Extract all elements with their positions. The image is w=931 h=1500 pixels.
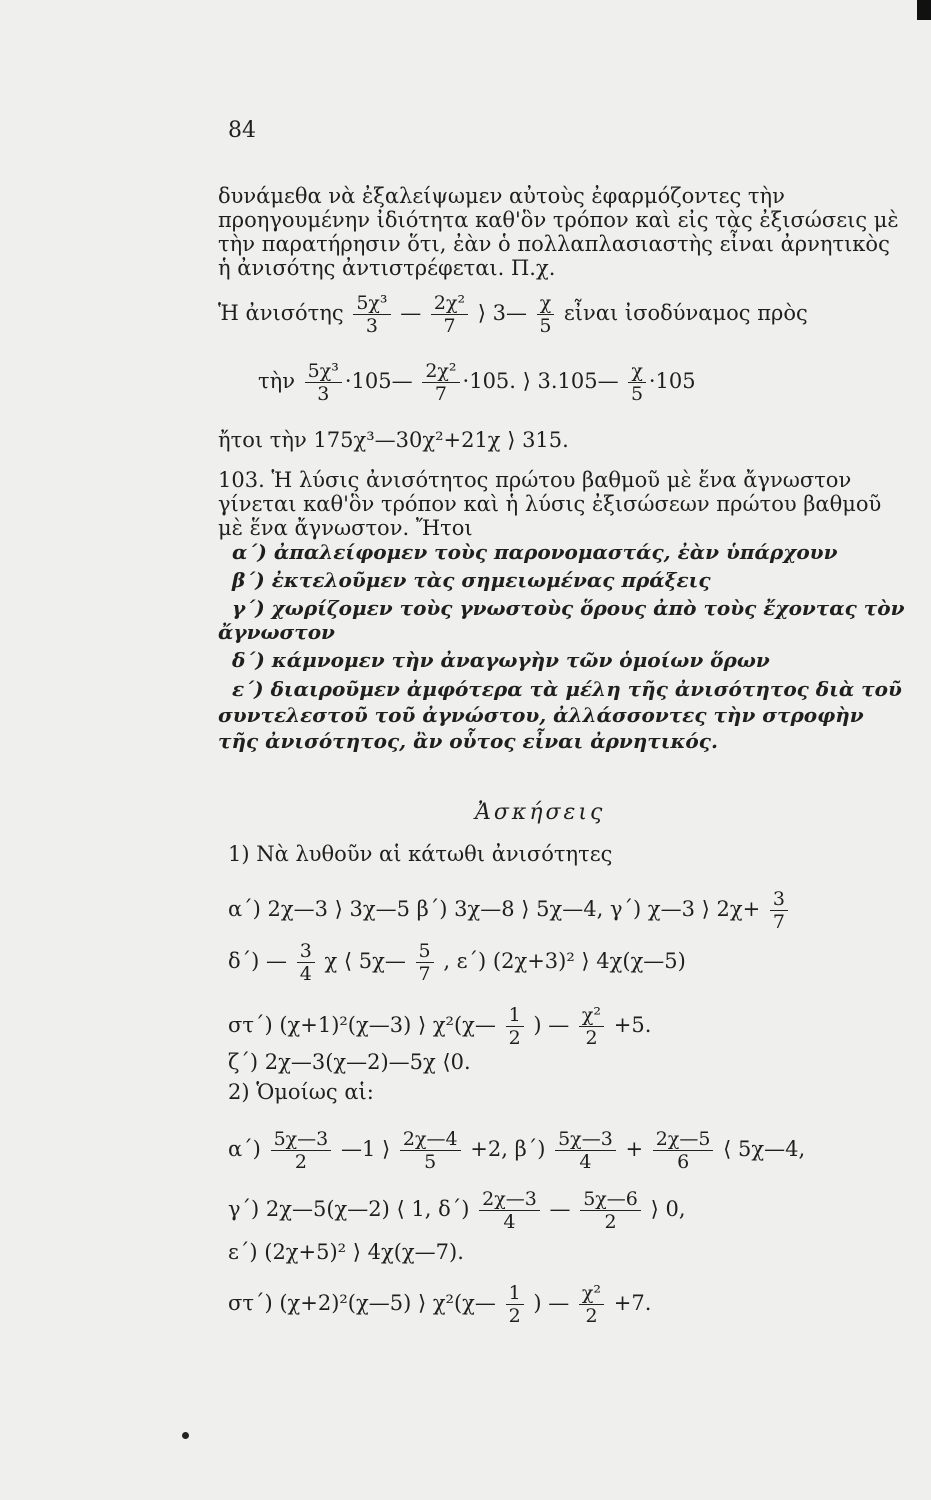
example-line-1: Ἡ ἀνισότης $\frac{\text{5χ³}}{3}$ — $\frac{\text{2χ²}}{7}$ ⟩ 3— $\frac{\chi}{5}$ εἶναι ἰσοδύναμος πρὸς xyxy=(218,292,808,337)
ex2-row-1b: —1 ⟩ xyxy=(340,1137,391,1161)
ex2-row-1e: ⟨ 5χ—4, xyxy=(723,1137,806,1161)
ex2-intro: 2) Ὁμοίως αἱ: xyxy=(228,1080,374,1104)
ex1-intro: 1) Νὰ λυθοῦν αἱ κάτωθι ἀνισότητες xyxy=(228,842,613,866)
ex1-row-2: δ΄) — $\frac{3}{4}$ χ ⟨ 5χ— $\frac{5}{7}$ , ε΄) (2χ+3)² ⟩ 4χ(χ—5) xyxy=(228,940,686,985)
ex1-row-2a: δ΄) — xyxy=(228,949,288,973)
ex2-row-2: γ΄) 2χ—5(χ—2) ⟨ 1, δ΄) $\frac{2\chi—3}{4}$ — $\frac{5\chi—6}{2}$ ⟩ 0, xyxy=(228,1188,686,1233)
ex2-row-1a: α΄) xyxy=(228,1137,261,1161)
example-l1-suffix: εἶναι ἰσοδύναμος πρὸς xyxy=(563,301,808,325)
step-d: δ΄) κάμνομεν τὴν ἀναγωγὴν τῶν ὁμοίων ὅρων xyxy=(232,648,770,672)
ex1-row-3a: στ΄) (χ+1)²(χ—3) ⟩ χ²(χ— xyxy=(228,1013,496,1037)
example-l2-prefix: τὴν xyxy=(258,369,295,393)
ex2-row-3: ε΄) (2χ+5)² ⟩ 4χ(χ—7). xyxy=(228,1240,464,1264)
page-number: 84 xyxy=(228,118,256,143)
ex1-row-3: στ΄) (χ+1)²(χ—3) ⟩ χ²(χ— $\frac{1}{2}$ ) — $\frac{\text{χ²}}{2}$ +5. xyxy=(228,1004,652,1049)
step-c: γ΄) χωρίζομεν τοὺς γνωστοὺς ὅρους ἀπὸ τοὺς ἔχοντας τὸν ἄγνωστον xyxy=(218,596,905,644)
ex1-row-4: ζ΄) 2χ—3(χ—2)—5χ ⟨0. xyxy=(228,1050,471,1074)
intro-paragraph: δυνάμεθα νὰ ἐξαλείψωμεν αὐτοὺς ἐφαρμόζοντες τὴν προηγουμένην ἰδιότητα καθ'ὃν τρόπον καὶ εἰς τὰς ἐξισώσεις μὲ τὴν παρατήρησιν ὅτι, ἐὰν ὁ πολλαπλασιαστὴς εἶναι ἀρνητικὸς ἡ ἀνισότης ἀντιστρέφεται. Π.χ. xyxy=(218,184,899,280)
ex2-row-1c: +2, β΄) xyxy=(470,1137,546,1161)
ex1-row-3b: ) — xyxy=(533,1013,570,1037)
step-e: ε΄) διαιροῦμεν ἀμφότερα τὰ μέλη τῆς ἀνισότητος διὰ τοῦ συντελεστοῦ τοῦ ἀγνώστου, ἀλλάσσοντες τὴν στροφὴν τῆς ἀνισότητος, ἂν οὗτος εἶναι ἀρνητικός. xyxy=(218,677,902,753)
exercises-heading: Ἀσκήσεις xyxy=(475,800,606,825)
ex2-row-4c: +7. xyxy=(613,1291,652,1315)
ex2-row-1d: + xyxy=(625,1137,644,1161)
example-l1-prefix: Ἡ ἀνισότης xyxy=(218,301,344,325)
ex1-row-1-text: α΄) 2χ—3 ⟩ 3χ—5 β΄) 3χ—8 ⟩ 5χ—4, γ΄) χ—3 ⟩ 2χ+ xyxy=(228,897,761,921)
example-line-3: ἤτοι τὴν 175χ³—30χ²+21χ ⟩ 315. xyxy=(218,428,569,452)
ex2-row-4b: ) — xyxy=(533,1291,570,1315)
step-b: β΄) ἐκτελοῦμεν τὰς σημειωμένας πράξεις xyxy=(232,568,711,592)
ex2-row-2b: — xyxy=(549,1197,571,1221)
ex1-row-2c: , ε΄) (2χ+3)² ⟩ 4χ(χ—5) xyxy=(443,949,686,973)
step-a: α΄) ἀπαλείφομεν τοὺς παρονομαστάς, ἐὰν ὑπάρχουν xyxy=(232,540,838,564)
ink-dot xyxy=(182,1432,189,1439)
ex2-row-1: α΄) $\frac{5\chi—3}{2}$ —1 ⟩ $\frac{2\chi—4}{5}$ +2, β΄) $\frac{5\chi—3}{4}$ + $\frac{2\chi—5}{6}$ ⟨ 5χ—4, xyxy=(228,1128,806,1173)
ex2-row-4: στ΄) (χ+2)²(χ—5) ⟩ χ²(χ— $\frac{1}{2}$ ) — $\frac{\text{χ²}}{2}$ +7. xyxy=(228,1282,652,1327)
ex2-row-2c: ⟩ 0, xyxy=(650,1197,686,1221)
section-103-text: 103. Ἡ λύσις ἀνισότητος πρώτου βαθμοῦ μὲ ἕνα ἄγνωστον γίνεται καθ'ὃν τρόπον καὶ ἡ λύσις ἐξισώσεων πρώτου βαθμοῦ μὲ ἕνα ἄγνωστον. Ἤτοι xyxy=(218,468,882,540)
ex1-row-1: α΄) 2χ—3 ⟩ 3χ—5 β΄) 3χ—8 ⟩ 5χ—4, γ΄) χ—3 ⟩ 2χ+ $\frac{3}{7}$ xyxy=(228,888,791,933)
ex2-row-2a: γ΄) 2χ—5(χ—2) ⟨ 1, δ΄) xyxy=(228,1197,470,1221)
ex2-row-4a: στ΄) (χ+2)²(χ—5) ⟩ χ²(χ— xyxy=(228,1291,496,1315)
ex1-row-2b: χ ⟨ 5χ— xyxy=(324,949,406,973)
page-edge-mark xyxy=(917,0,931,20)
ex1-row-3c: +5. xyxy=(613,1013,652,1037)
example-line-2: τὴν $\frac{\text{5χ³}}{3}$ ·105— $\frac{\text{2χ²}}{7}$ ·105. ⟩ 3.105— $\frac{\chi}{5}$ ·105 xyxy=(258,360,696,405)
